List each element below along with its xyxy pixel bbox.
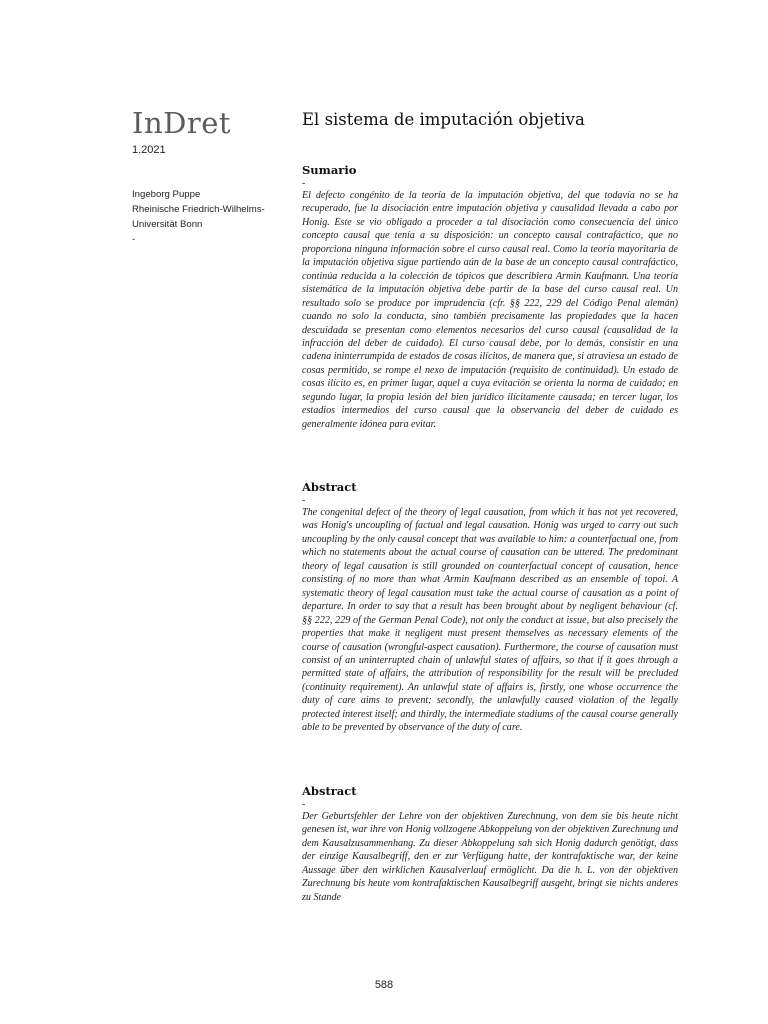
summary-section xyxy=(302,163,678,431)
section-body: El defecto congénito de la teoría de la imputación objetiva, del que todavía no se ha recuperado, fue la disociación entre imputación objetiva y causalidad llevada a cabo por Honig. Este se vio obligado a proceder a tal disociación como consecuencia del único concepto causal que tenía a su disposición: un concepto causal contrafáctico, que no proporciona ninguna información sobre el curso causal real. Como la teoría mayoritaria de la imputación objetiva sigue partiendo aún de la base de un concepto causal contrafáctico, continúa reducida a la colección de tópicos que describiera Armin Kaufmann. Una teoría sistemática de la imputación objetiva debe partir de la base del curso causal real. Un resultado solo se produce por imprudencia (cfr. §§ 222, 229 del Código Penal alemán) cuando no solo la conducta, sino también precisamente las propiedades que la hacen descuidada se presentan como elementos necesarios del curso causal (causalidad de la infracción del deber de cuidado). El curso causal debe, por lo demás, consistir en una cadena ininterrumpida de estados de cosas ilícitos, de manera que, si atraviesa un estado de cosas permitido, se rompe el nexo de imputación (requisito de continuidad). Un estado de cosas ilícito es, en primer lugar, aquel a cuya evitación se orienta la norma de cuidado; en segundo lugar, la propia lesión del bien jurídico ilícitamente causada; en tercer lugar, los estadios intermedios del curso causal que la observancia del deber de cuidado es generalmente idónea para evitar. xyxy=(302,190,678,430)
page-number: 588 xyxy=(374,979,394,991)
journal-logo: InDret xyxy=(132,106,232,140)
author-affiliation-line-1: Rheinische Friedrich-Wilhelms- xyxy=(132,204,265,215)
abstract-german-section xyxy=(302,784,678,904)
author-name: Ingeborg Puppe xyxy=(132,189,201,200)
section-body: The congenital defect of the theory of legal causation, from which it has not yet recovered, was Honig's uncoupling of factual and legal causation. Honig was urged to carry out such uncoupling by the only causal concept that was available to him: a counterfactual one, from which no statements about the actual course of causation can be uttered. The predominant theory of legal causation is still grounded on counterfactual concept of causation, hence consisting of no more than what Armin Kaufmann described as an ensemble of topoi. A systematic theory of legal causation must take the actual course of causation as a point of departure. In order to say that a result has been brought about by negligent behaviour (cf. §§ 222, 229 of the German Penal Code), not only the conduct at issue, but also precisely the properties that make it negligent must present themselves as necessary elements of the course of causation (wrongful-aspect causation). Furthermore, the course of causation must consist of an uninterrupted chain of unlawful states of affairs, so that if it goes through a permitted state of affairs, the attribution of responsibility for the result will be precluded (continuity requirement). An unlawful state of affairs is, firstly, one whose occurrence the duty of care aims to prevent; secondly, the unlawfully caused violation of the legally protected interest itself; and thirdly, the intermediate stadiums of the causal course generally able to be prevented by observance of the duty of care. xyxy=(302,507,678,734)
section-heading: Abstract xyxy=(302,784,357,798)
author-block xyxy=(132,187,282,247)
abstract-english-section xyxy=(302,480,678,735)
section-heading: Sumario xyxy=(302,163,357,177)
article-title: El sistema de imputación objetiva xyxy=(302,110,585,129)
section-body: Der Geburtsfehler der Lehre von der objektiven Zurechnung, von dem sie bis heute nicht genesen ist, war ihre von Honig vollzogene Abkoppelung von der objektiven Zurechnung und dem Kausalzusammenhang. Zu dieser Abkoppelung sah sich Honig dadurch genötigt, dass der einzige Kausalbegriff, den er zur Verfügung hatte, der kontrafaktische war, der keine Aussage über den wirklichen Kausalverlauf ermöglicht. Da die h. L. von der objektiven Zurechnung bis heute vom kontrafaktischen Kausalbegriff ausgeht, bringt sie nichts anderes zu Stande xyxy=(302,811,678,903)
section-heading: Abstract xyxy=(302,480,357,494)
issue-number: 1.2021 xyxy=(132,144,166,156)
author-affiliation-line-2: Universität Bonn xyxy=(132,219,203,230)
author-dash: - xyxy=(132,234,136,245)
section-dash: - xyxy=(302,178,306,189)
section-dash: - xyxy=(302,495,306,506)
section-dash: - xyxy=(302,799,306,810)
